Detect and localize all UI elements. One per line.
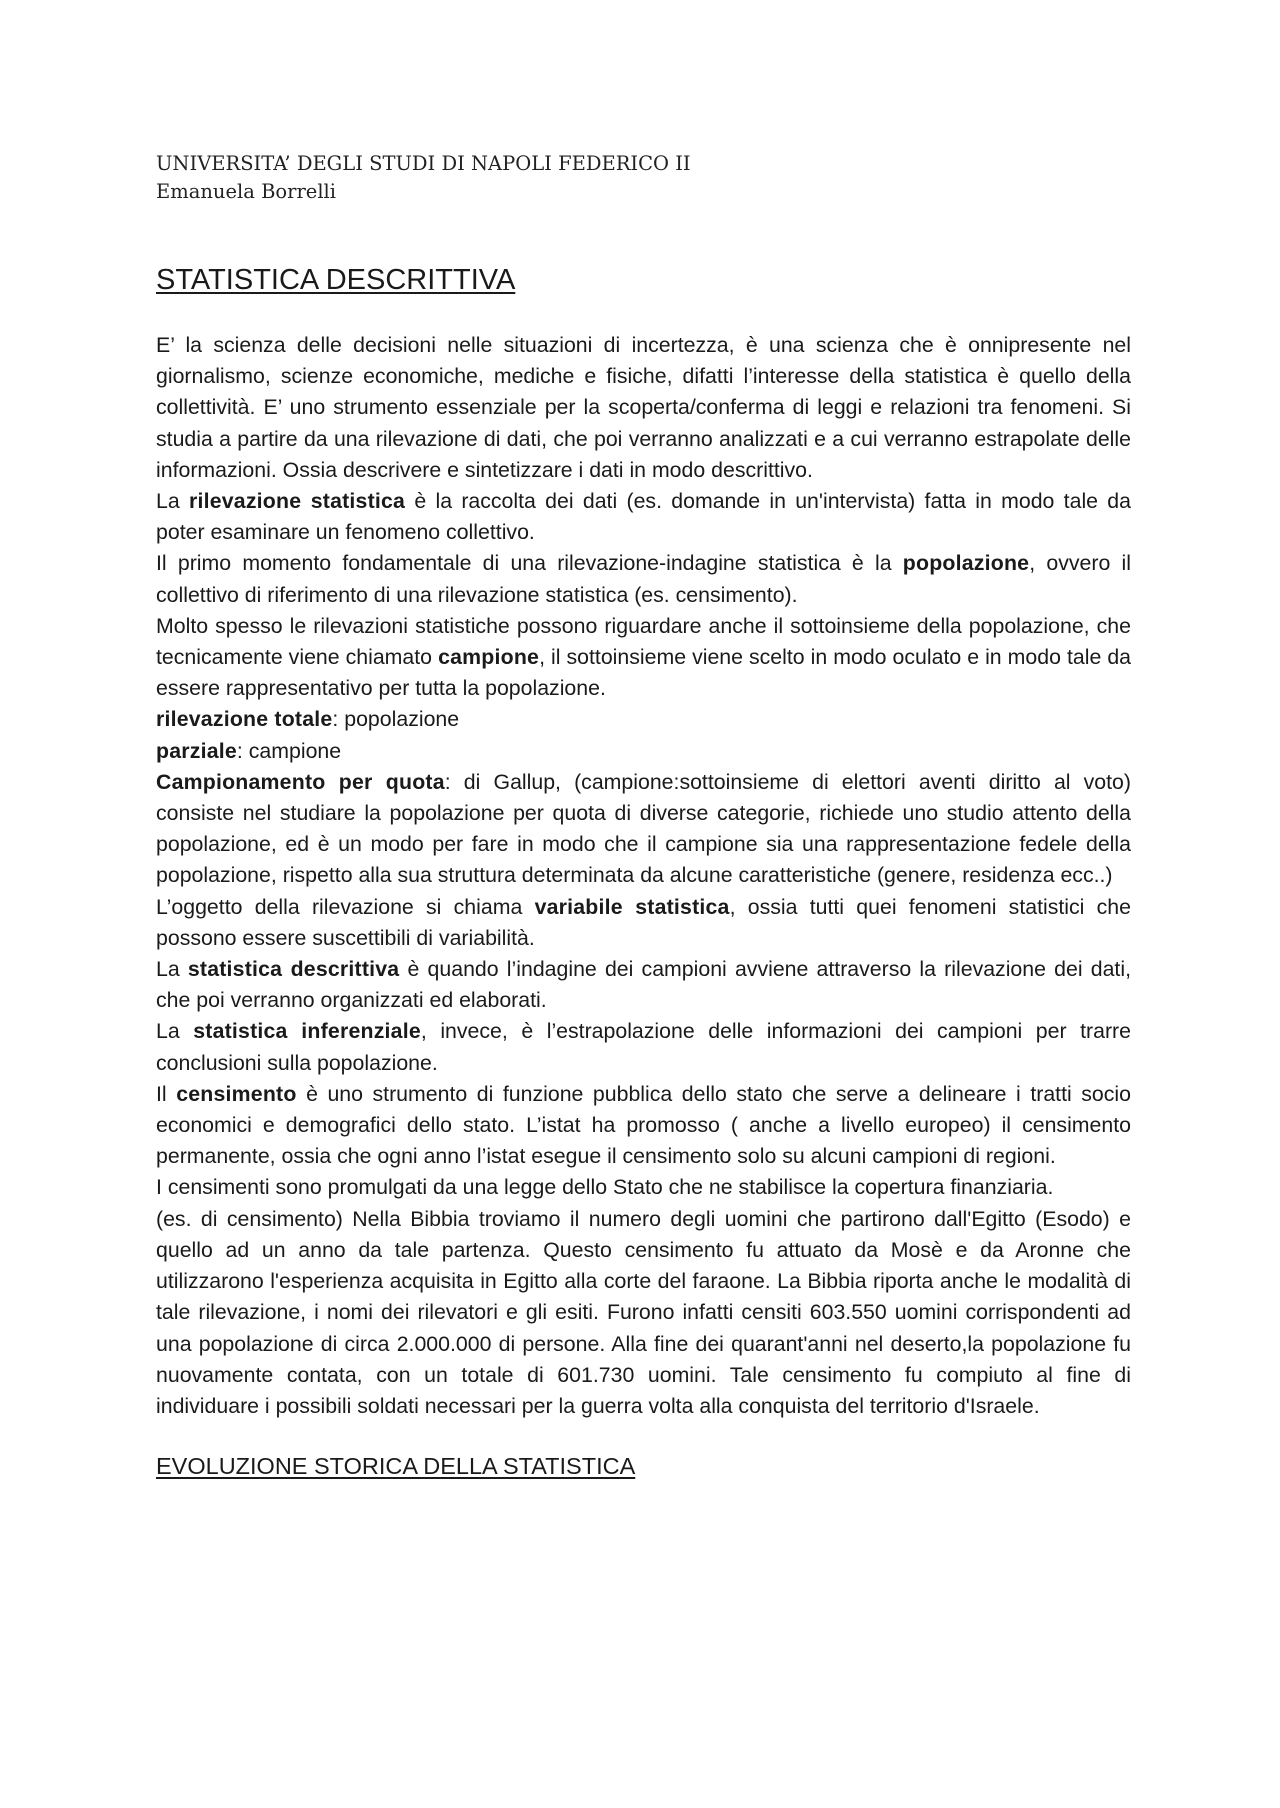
text-segment: , ossia tutti quei fenomeni statistici che possono essere suscettibili di variabilità. xyxy=(156,894,1131,950)
bold-term: censimento xyxy=(176,1081,297,1106)
text-segment: La xyxy=(156,489,189,514)
paragraph-censimenti-legge: I censimenti sono promulgati da una legge dello Stato che ne stabilisce la copertura finanziaria. xyxy=(156,1175,1054,1200)
paragraph-rilevazione-totale xyxy=(156,704,1131,735)
section-title: EVOLUZIONE STORICA DELLA STATISTICA xyxy=(156,1453,636,1480)
bold-term: Campionamento per quota xyxy=(156,769,445,794)
bold-term: parziale xyxy=(156,738,237,763)
text-segment: Il primo momento fondamentale di una rilevazione-indagine statistica è la xyxy=(156,551,903,576)
text-segment: : di Gallup, (campione:sottoinsieme di elettori aventi diritto al voto) consiste nel studiare la popolazione per quota di diverse categorie, richiede uno studio attento della popolazione, ed è un modo per fare in modo che il campione sia una rappresentazione fedele della popolazione, rispetto alla sua struttura determinata da alcune caratteristiche (genere, residenza ecc..) xyxy=(156,769,1131,888)
bold-term: statistica inferenziale xyxy=(193,1019,421,1044)
bold-term: rilevazione totale xyxy=(156,707,333,732)
text-segment: è uno strumento di funzione pubblica dello stato che serve a delineare i tratti socio economici e demografici dello stato. L’istat ha promosso ( anche a livello europeo) il censimento permanente, ossia che ogni anno l’istat esegue il censimento solo su alcuni campioni di regioni. xyxy=(156,1081,1131,1169)
paragraph-rilevazione xyxy=(156,486,1131,548)
paragraph-parziale xyxy=(156,736,1131,767)
text-segment: L’oggetto della rilevazione si chiama xyxy=(156,894,535,919)
paragraph-bibbia: (es. di censimento) Nella Bibbia troviamo il numero degli uomini che partirono dall'Egitto (Esodo) e quello ad un anno da tale partenza. Questo censimento fu attuato da Mosè e da Aronne che utilizzarono l'esperienza acquisita in Egitto alla corte del faraone. La Bibbia riporta anche le modalità di tale rilevazione, i nomi dei rilevatori e gli esiti. Furono infatti censiti 603.550 uomini corrispondenti ad una popolazione di circa 2.000.000 di persone. Alla fine dei quarant'anni nel deserto,la popolazione fu nuovamente contata, con un totale di 601.730 uomini. Tale censimento fu compiuto al fine di individuare i possibili soldati necessari per la guerra volta alla conquista del territorio d'Israele. xyxy=(156,1206,1131,1418)
bold-term: campione xyxy=(438,645,540,670)
text-segment: , il sottoinsieme viene scelto in modo oculato e in modo tale da essere rappresentativo per tutta la popolazione. xyxy=(156,645,1132,701)
document-page xyxy=(156,150,1131,1482)
text-segment: La xyxy=(156,957,188,982)
text-segment: La xyxy=(156,1019,194,1044)
text-segment: è la raccolta dei dati (es. domande in un'intervista) fatta in modo tale da poter esaminare un fenomeno collettivo. xyxy=(156,489,1131,545)
paragraph-statistica-inferenziale xyxy=(156,1016,1131,1078)
university-name: UNIVERSITA’ DEGLI STUDI DI NAPOLI FEDERICO II xyxy=(156,152,691,175)
bold-term: rilevazione statistica xyxy=(188,489,406,514)
paragraph-variabile xyxy=(156,892,1131,954)
paragraph-censimento xyxy=(156,1079,1131,1173)
text-segment: , invece, è l’estrapolazione delle informazioni dei campioni per trarre conclusioni sulla popolazione. xyxy=(156,1019,1131,1075)
text-segment: è quando l’indagine dei campioni avviene attraverso la rilevazione dei dati, che poi verranno organizzati ed elaborati. xyxy=(156,957,1132,1013)
text-segment: , ovvero il collettivo di riferimento di una rilevazione statistica (es. censimento). xyxy=(156,551,1131,607)
document-body xyxy=(156,330,1131,1422)
text-segment: Molto spesso le rilevazioni statistiche possono riguardare anche il sottoinsieme della popolazione, che tecnicamente viene chiamato xyxy=(156,613,1131,670)
paragraph-intro: E’ la scienza delle decisioni nelle situazioni di incertezza, è una scienza che è onnipresente nel giornalismo, scienze economiche, mediche e fisiche, difatti l’interesse della statistica è quello della collettività. E’ uno strumento essenziale per la scoperta/conferma di leggi e relazioni tra fenomeni. Si studia a partire da una rilevazione di dati, che poi verranno analizzati e a cui verranno estrapolate delle informazioni. Ossia descrivere e sintetizzare i dati in modo descrittivo. xyxy=(156,333,1131,482)
paragraph-campione xyxy=(156,611,1131,705)
paragraph-popolazione xyxy=(156,548,1131,610)
document-title: STATISTICA DESCRITTIVA xyxy=(156,264,516,296)
text-segment: : campione xyxy=(236,738,342,763)
bold-term: popolazione xyxy=(902,551,1030,576)
bold-term: variabile statistica xyxy=(534,894,730,919)
paragraph-campionamento xyxy=(156,767,1131,892)
text-segment: : popolazione xyxy=(332,707,460,732)
author-name: Emanuela Borrelli xyxy=(156,180,337,203)
text-segment: Il xyxy=(156,1081,177,1106)
paragraph-statistica-descrittiva xyxy=(156,954,1131,1016)
bold-term: statistica descrittiva xyxy=(187,957,400,982)
